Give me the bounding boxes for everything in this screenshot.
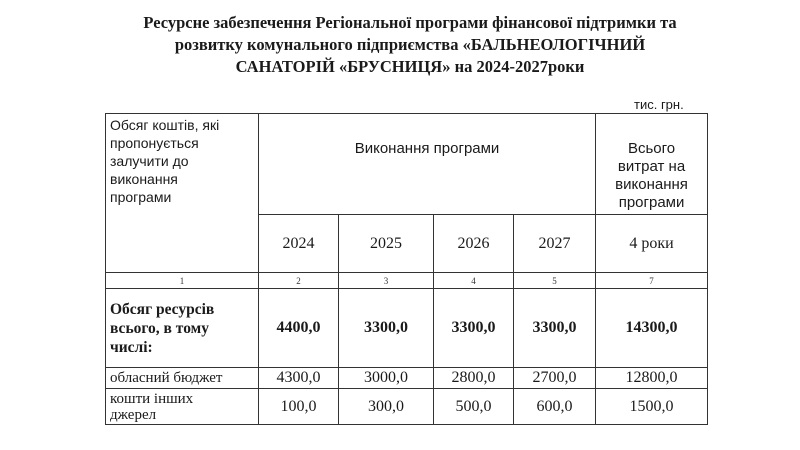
- value-cell: 100,0: [259, 389, 339, 425]
- header-funds-line: програми: [110, 189, 172, 205]
- total-resources-row: [106, 289, 708, 368]
- total-resources-label: [106, 289, 259, 368]
- total-label-line: числі:: [110, 338, 153, 356]
- index-cell: 4: [434, 273, 514, 289]
- title-line: Ресурсне забезпечення Регіональної програми фінансової підтримки та: [143, 13, 677, 32]
- year-cell: 2024: [259, 215, 339, 273]
- total-value-2026: 3300,0: [434, 289, 514, 368]
- table-row: [106, 368, 708, 389]
- header-funds-line: залучити до: [110, 153, 189, 169]
- other-sources-line: кошти інших: [110, 390, 194, 407]
- value-cell: 600,0: [514, 389, 596, 425]
- table-header-row: [106, 114, 708, 215]
- total-years-cell: 4 роки: [596, 215, 708, 273]
- total-value-2027: 3300,0: [514, 289, 596, 368]
- index-cell: 5: [514, 273, 596, 289]
- header-funds-line: пропонується: [110, 135, 199, 151]
- index-row: [106, 273, 708, 289]
- title-line: САНАТОРІЙ «БРУСНИЦЯ» на 2024-2027роки: [235, 57, 585, 76]
- header-total-line: витрат на: [617, 158, 686, 175]
- value-cell: 1500,0: [596, 389, 708, 425]
- year-cell: 2026: [434, 215, 514, 273]
- total-label-line: Обсяг ресурсів: [110, 300, 215, 318]
- header-total-line: виконання: [615, 176, 688, 193]
- index-cell: 7: [596, 273, 708, 289]
- title-line: розвитку комунального підприємства «БАЛЬНЕОЛОГІЧНИЙ: [174, 35, 646, 54]
- value-cell: 2700,0: [514, 368, 596, 389]
- total-value-2024: 4400,0: [259, 289, 339, 368]
- header-total-cell: [596, 114, 708, 215]
- other-sources-label: [106, 389, 259, 425]
- header-funds-cell: [106, 114, 259, 273]
- header-execution-cell: Виконання програми: [259, 114, 596, 215]
- value-cell: 4300,0: [259, 368, 339, 389]
- units-label: тис. грн.: [634, 97, 684, 112]
- total-value-2025: 3300,0: [339, 289, 434, 368]
- total-label-line: всього, в тому: [110, 319, 209, 337]
- resource-table: [105, 113, 708, 425]
- header-total-line: Всього: [627, 140, 676, 157]
- year-cell: 2027: [514, 215, 596, 273]
- value-cell: 12800,0: [596, 368, 708, 389]
- header-total-line: програми: [618, 194, 685, 211]
- document-title: [100, 12, 720, 78]
- header-funds-line: Обсяг коштів, які: [110, 117, 220, 133]
- value-cell: 2800,0: [434, 368, 514, 389]
- index-cell: 2: [259, 273, 339, 289]
- table-row: [106, 389, 708, 425]
- index-cell: 1: [106, 273, 259, 289]
- total-value-sum: 14300,0: [596, 289, 708, 368]
- header-funds-line: виконання: [110, 171, 178, 187]
- oblast-budget-label: обласний бюджет: [106, 368, 259, 389]
- year-cell: 2025: [339, 215, 434, 273]
- value-cell: 300,0: [339, 389, 434, 425]
- value-cell: 500,0: [434, 389, 514, 425]
- other-sources-line: джерел: [110, 406, 157, 423]
- value-cell: 3000,0: [339, 368, 434, 389]
- index-cell: 3: [339, 273, 434, 289]
